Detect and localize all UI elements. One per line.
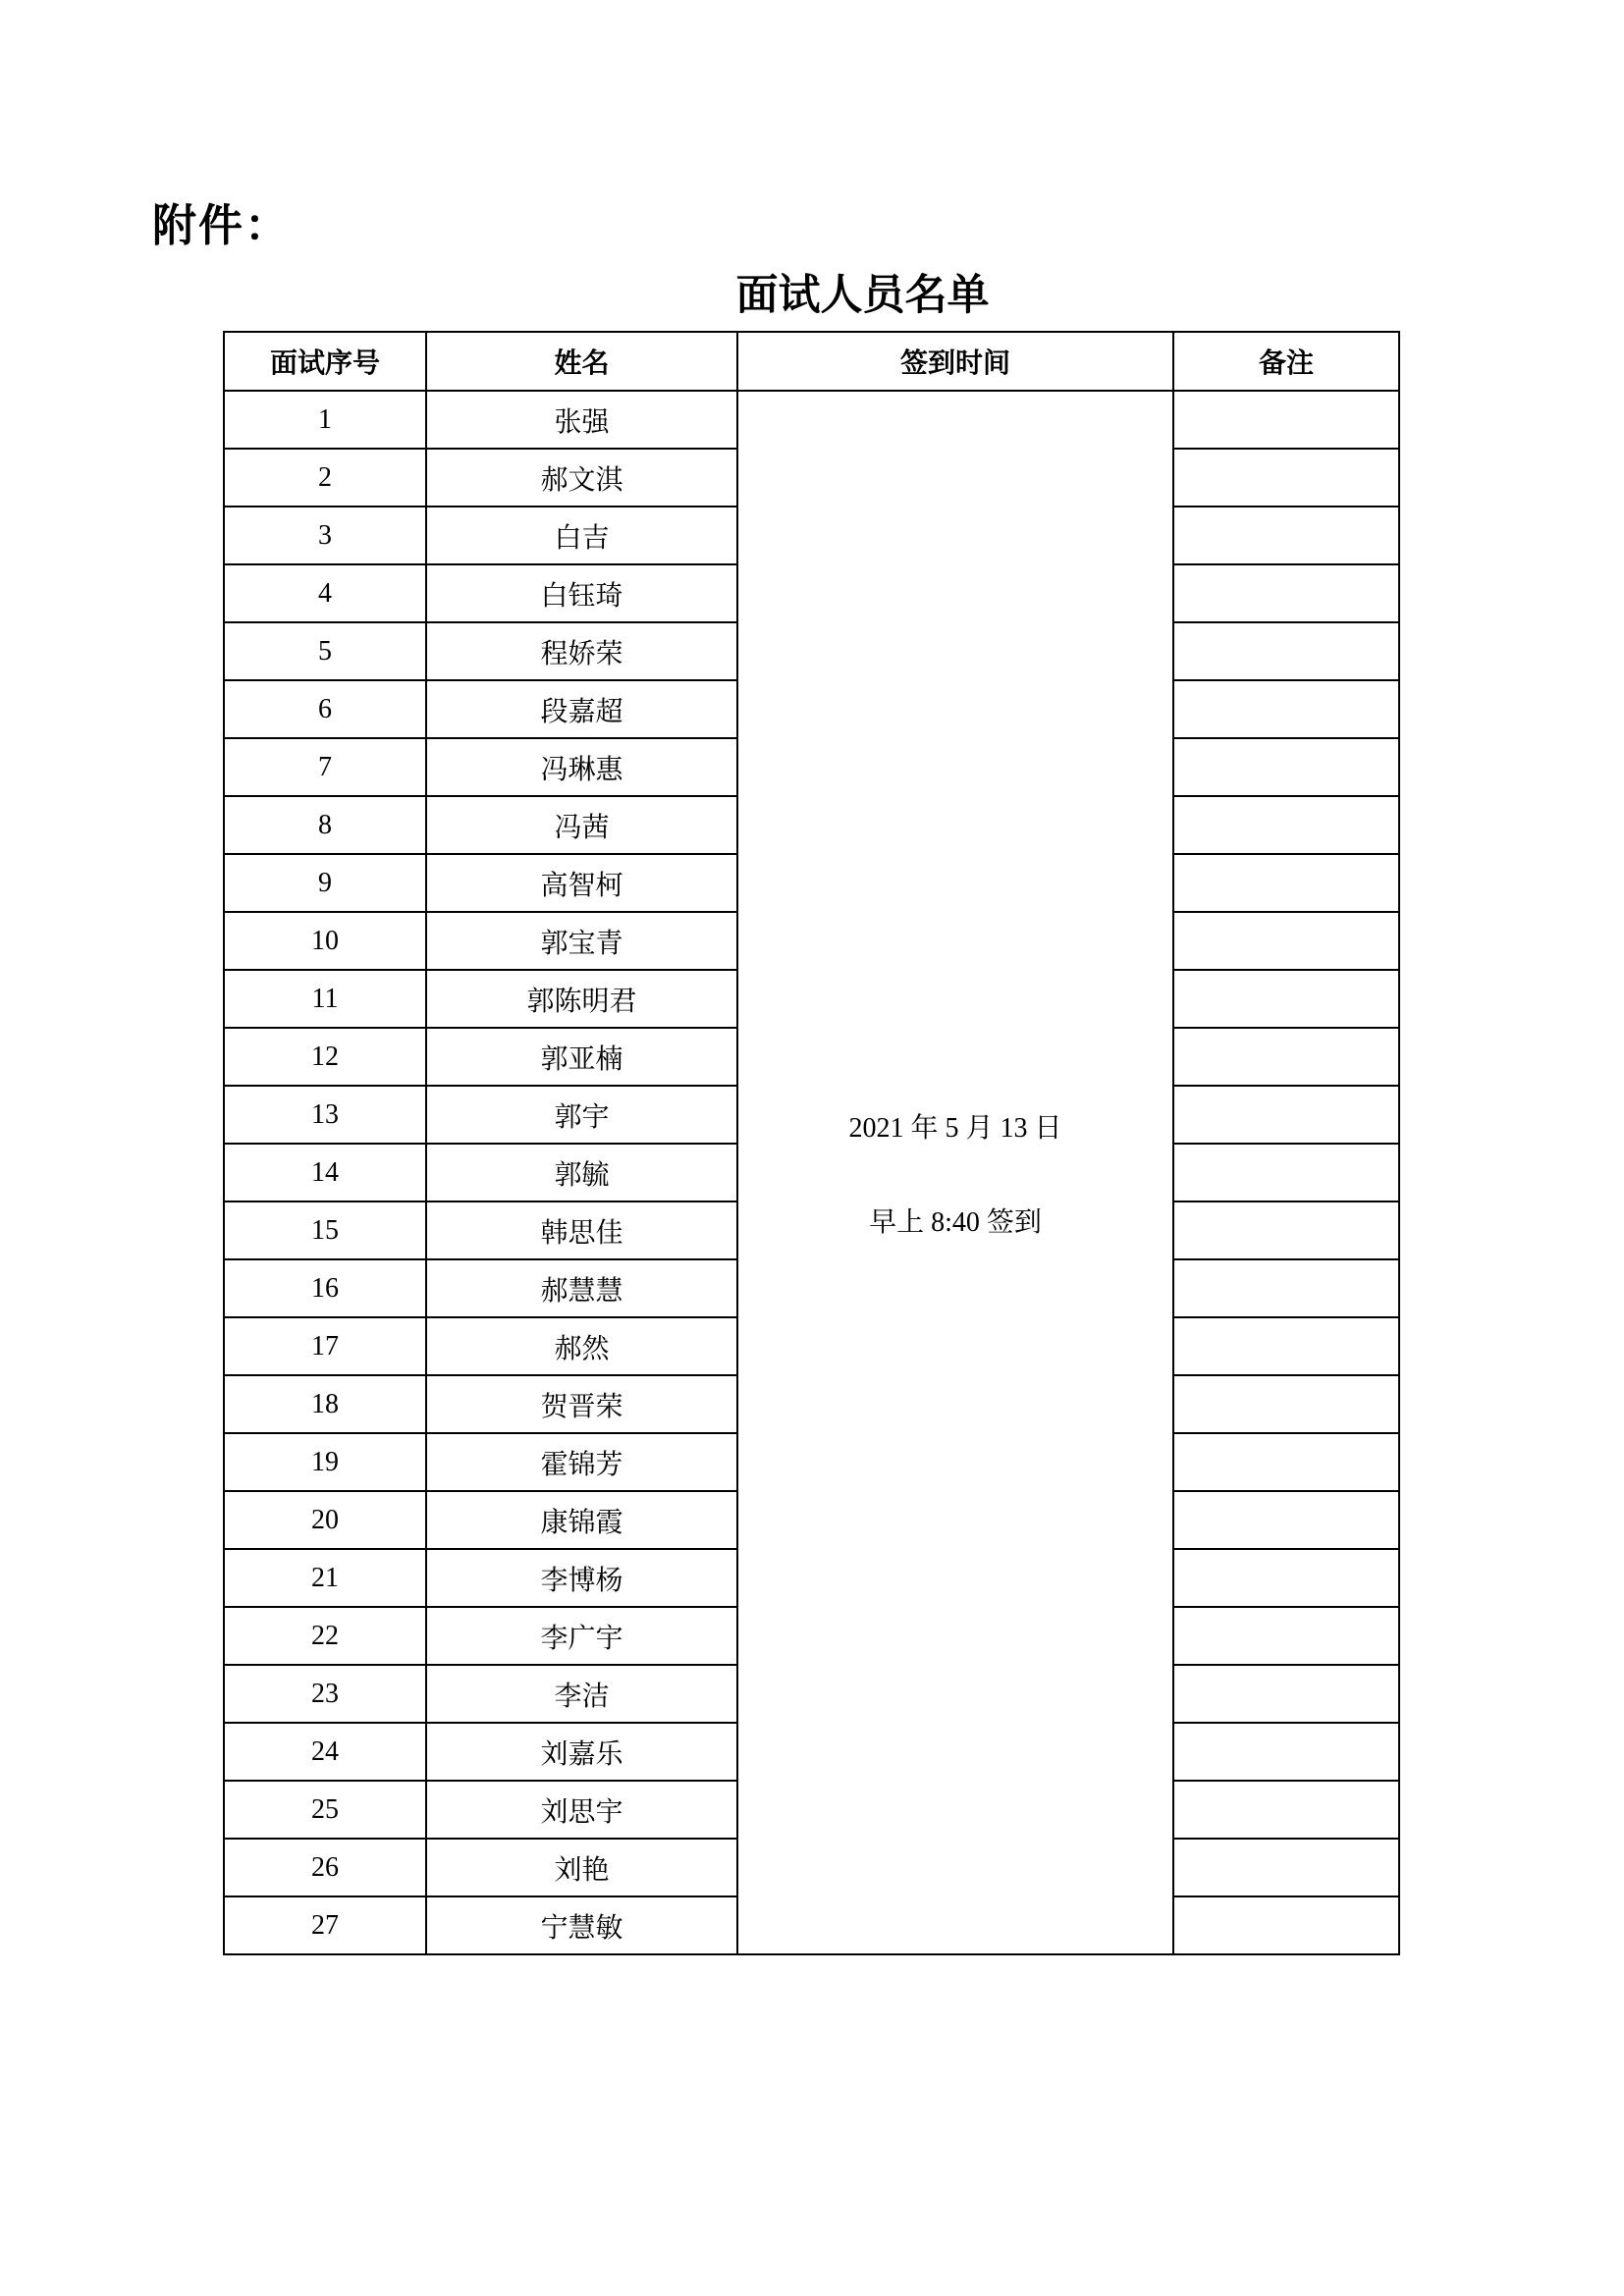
name-cell: 郝文淇 bbox=[426, 449, 737, 507]
remark-cell bbox=[1173, 738, 1399, 796]
interview-number-cell: 20 bbox=[224, 1491, 426, 1549]
interview-number-cell: 22 bbox=[224, 1607, 426, 1665]
remark-cell bbox=[1173, 1781, 1399, 1839]
interview-table-body bbox=[224, 391, 1399, 1954]
remark-cell bbox=[1173, 1896, 1399, 1954]
remark-cell bbox=[1173, 1375, 1399, 1433]
interview-number-cell: 12 bbox=[224, 1028, 426, 1086]
interview-number-cell: 19 bbox=[224, 1433, 426, 1491]
remark-cell bbox=[1173, 796, 1399, 854]
header-signin-time: 签到时间 bbox=[737, 332, 1173, 391]
name-cell: 刘嘉乐 bbox=[426, 1723, 737, 1781]
remark-cell bbox=[1173, 1607, 1399, 1665]
remark-cell bbox=[1173, 1259, 1399, 1317]
name-cell: 高智柯 bbox=[426, 854, 737, 912]
table-header-row bbox=[224, 332, 1399, 391]
interview-number-cell: 3 bbox=[224, 507, 426, 564]
name-cell: 李洁 bbox=[426, 1665, 737, 1723]
remark-cell bbox=[1173, 1549, 1399, 1607]
remark-cell bbox=[1173, 622, 1399, 680]
name-cell: 郭陈明君 bbox=[426, 970, 737, 1028]
name-cell: 郭宇 bbox=[426, 1086, 737, 1144]
remark-cell bbox=[1173, 970, 1399, 1028]
remark-cell bbox=[1173, 1723, 1399, 1781]
remark-cell bbox=[1173, 854, 1399, 912]
name-cell: 李博杨 bbox=[426, 1549, 737, 1607]
name-cell: 张强 bbox=[426, 391, 737, 449]
name-cell: 郭亚楠 bbox=[426, 1028, 737, 1086]
name-cell: 白吉 bbox=[426, 507, 737, 564]
name-cell: 程娇荣 bbox=[426, 622, 737, 680]
remark-cell bbox=[1173, 391, 1399, 449]
attachment-label: 附件： bbox=[152, 201, 292, 250]
interview-number-cell: 21 bbox=[224, 1549, 426, 1607]
name-cell: 白钰琦 bbox=[426, 564, 737, 622]
name-cell: 李广宇 bbox=[426, 1607, 737, 1665]
interview-number-cell: 25 bbox=[224, 1781, 426, 1839]
name-cell: 霍锦芳 bbox=[426, 1433, 737, 1491]
interview-number-cell: 7 bbox=[224, 738, 426, 796]
remark-cell bbox=[1173, 1201, 1399, 1259]
name-cell: 郭宝青 bbox=[426, 912, 737, 970]
header-interview-number: 面试序号 bbox=[224, 332, 426, 391]
remark-cell bbox=[1173, 1433, 1399, 1491]
interview-number-cell: 4 bbox=[224, 564, 426, 622]
interview-number-cell: 8 bbox=[224, 796, 426, 854]
remark-cell bbox=[1173, 1839, 1399, 1896]
name-cell: 贺晋荣 bbox=[426, 1375, 737, 1433]
remark-cell bbox=[1173, 1086, 1399, 1144]
name-cell: 韩思佳 bbox=[426, 1201, 737, 1259]
name-cell: 冯琳惠 bbox=[426, 738, 737, 796]
interview-number-cell: 2 bbox=[224, 449, 426, 507]
interview-number-cell: 5 bbox=[224, 622, 426, 680]
table-title: 面试人员名单 bbox=[735, 273, 990, 319]
interview-number-cell: 26 bbox=[224, 1839, 426, 1896]
interview-number-cell: 16 bbox=[224, 1259, 426, 1317]
interview-number-cell: 18 bbox=[224, 1375, 426, 1433]
name-cell: 郝慧慧 bbox=[426, 1259, 737, 1317]
interview-number-cell: 11 bbox=[224, 970, 426, 1028]
remark-cell bbox=[1173, 680, 1399, 738]
interview-roster-table bbox=[223, 331, 1400, 1955]
remark-cell bbox=[1173, 564, 1399, 622]
name-cell: 郝然 bbox=[426, 1317, 737, 1375]
signin-hour-line: 早上 8:40 签到 bbox=[869, 1206, 1042, 1238]
interview-number-cell: 27 bbox=[224, 1896, 426, 1954]
table-row bbox=[224, 391, 1399, 449]
remark-cell bbox=[1173, 1028, 1399, 1086]
interview-number-cell: 23 bbox=[224, 1665, 426, 1723]
interview-number-cell: 15 bbox=[224, 1201, 426, 1259]
interview-number-cell: 17 bbox=[224, 1317, 426, 1375]
name-cell: 郭毓 bbox=[426, 1144, 737, 1201]
remark-cell bbox=[1173, 912, 1399, 970]
name-cell: 冯茜 bbox=[426, 796, 737, 854]
remark-cell bbox=[1173, 1665, 1399, 1723]
name-cell: 刘艳 bbox=[426, 1839, 737, 1896]
signin-date-line: 2021 年 5 月 13 日 bbox=[848, 1112, 1062, 1144]
interview-number-cell: 9 bbox=[224, 854, 426, 912]
interview-number-cell: 14 bbox=[224, 1144, 426, 1201]
interview-number-cell: 1 bbox=[224, 391, 426, 449]
interview-number-cell: 13 bbox=[224, 1086, 426, 1144]
remark-cell bbox=[1173, 1491, 1399, 1549]
signin-time-cell bbox=[737, 391, 1173, 1954]
interview-number-cell: 24 bbox=[224, 1723, 426, 1781]
name-cell: 刘思宇 bbox=[426, 1781, 737, 1839]
interview-number-cell: 6 bbox=[224, 680, 426, 738]
header-name: 姓名 bbox=[426, 332, 737, 391]
interview-number-cell: 10 bbox=[224, 912, 426, 970]
remark-cell bbox=[1173, 507, 1399, 564]
name-cell: 宁慧敏 bbox=[426, 1896, 737, 1954]
name-cell: 康锦霞 bbox=[426, 1491, 737, 1549]
header-remark: 备注 bbox=[1173, 332, 1399, 391]
remark-cell bbox=[1173, 1317, 1399, 1375]
name-cell: 段嘉超 bbox=[426, 680, 737, 738]
remark-cell bbox=[1173, 1144, 1399, 1201]
remark-cell bbox=[1173, 449, 1399, 507]
